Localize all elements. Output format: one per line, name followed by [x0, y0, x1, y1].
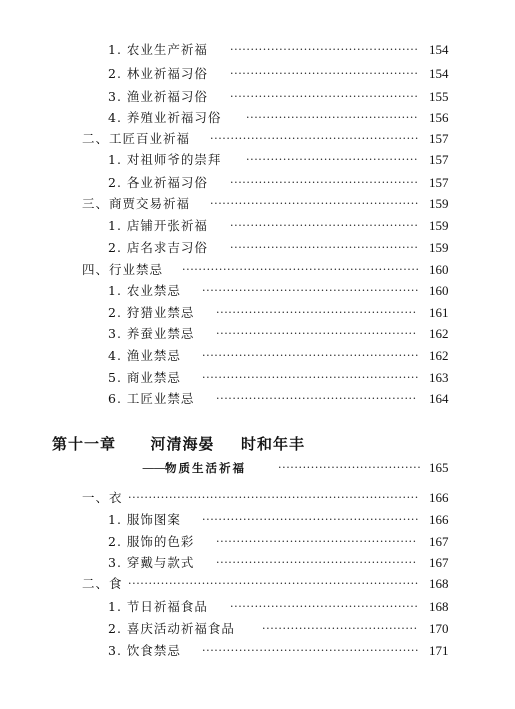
- leader-dots: ···················································: [210, 197, 419, 210]
- toc-entry-page: 160: [429, 283, 449, 298]
- toc-entry: [108, 553, 468, 573]
- toc-entry-page: 161: [429, 305, 449, 320]
- toc-entry-page: 162: [429, 348, 449, 363]
- toc-entry-label: 4. 养殖业祈福习俗: [108, 110, 222, 125]
- leader-dots: ··············································: [230, 43, 419, 56]
- toc-entry: [82, 194, 462, 214]
- toc-entry-page: 166: [429, 512, 449, 527]
- leader-dots: ·················································: [216, 556, 417, 569]
- toc-entry-label: 3. 穿戴与款式: [108, 555, 195, 570]
- chapter-title-part2: 时和年丰: [240, 435, 305, 453]
- toc-entry-page: 164: [429, 391, 449, 406]
- chapter-title-part1: 河清海晏: [150, 435, 215, 453]
- toc-entry-page: 157: [429, 175, 449, 190]
- leader-dots: ··········································: [246, 153, 419, 166]
- leader-dots: ··············································: [230, 176, 419, 189]
- toc-entry-page: 159: [429, 240, 449, 255]
- toc-entry-label: 5. 商业禁忌: [108, 370, 181, 385]
- toc-entry: [82, 488, 462, 508]
- toc-entry: [108, 510, 468, 530]
- toc-entry-label: 1. 店铺开张祈福: [108, 218, 208, 233]
- leader-dots: ···································: [278, 461, 422, 474]
- toc-entry-label: 1. 节日祈福食品: [108, 599, 208, 614]
- leader-dots: ·················································: [216, 306, 417, 319]
- toc-entry-label: 3. 养蚕业禁忌: [108, 326, 195, 341]
- toc-entry: [108, 324, 468, 344]
- leader-dots: ··············································: [230, 90, 419, 103]
- toc-entry-label: 2. 服饰的色彩: [108, 534, 195, 549]
- leader-dots: ·······································································: [128, 577, 419, 590]
- toc-entry-page: 157: [429, 131, 449, 146]
- toc-entry-label: 1. 对祖师爷的崇拜: [108, 152, 222, 167]
- toc-entry-label: 三、商贾交易祈福: [82, 196, 191, 211]
- toc-entry-label: 1. 服饰图案: [108, 512, 181, 527]
- toc-entry-page: 159: [429, 196, 449, 211]
- leader-dots: ··············································: [230, 241, 419, 254]
- toc-entry: [108, 64, 468, 84]
- leader-dots: ·······································································: [128, 491, 419, 504]
- toc-entry: [108, 216, 468, 236]
- leader-dots: ·················································: [216, 392, 417, 405]
- toc-entry: [108, 173, 468, 193]
- toc-entry-page: 160: [429, 262, 449, 277]
- toc-entry-page: 162: [429, 326, 449, 341]
- chapter-subtitle-page: 165: [429, 460, 449, 475]
- leader-dots: ··············································: [230, 67, 419, 80]
- subtitle-dash: ——: [142, 460, 165, 475]
- toc-entry-page: 168: [429, 599, 449, 614]
- toc-entry-page: 171: [429, 643, 449, 658]
- chapter-subtitle-entry: [142, 458, 472, 478]
- toc-entry: [82, 260, 462, 280]
- toc-entry: [82, 574, 462, 594]
- toc-entry-label: 6. 工匠业禁忌: [108, 391, 195, 406]
- toc-entry-page: 159: [429, 218, 449, 233]
- toc-entry: [82, 129, 462, 149]
- chapter-heading: [52, 432, 305, 456]
- toc-entry-page: 155: [429, 89, 449, 104]
- toc-entry: [108, 303, 468, 323]
- toc-entry: [108, 108, 468, 128]
- toc-entry-page: 157: [429, 152, 449, 167]
- toc-entry-page: 170: [429, 621, 449, 636]
- toc-entry: [108, 87, 468, 107]
- leader-dots: ·················································: [216, 327, 417, 340]
- toc-entry-label: 4. 渔业禁忌: [108, 348, 181, 363]
- toc-entry-page: 163: [429, 370, 449, 385]
- toc-entry-label: 一、衣: [82, 490, 123, 505]
- leader-dots: ·····················································: [202, 371, 420, 384]
- toc-entry-page: 167: [429, 534, 449, 549]
- toc-entry: [108, 641, 468, 661]
- leader-dots: ·················································: [216, 535, 417, 548]
- toc-entry-label: 1. 农业禁忌: [108, 283, 181, 298]
- toc-entry-page: 156: [429, 110, 449, 125]
- leader-dots: ·····················································: [202, 284, 420, 297]
- toc-entry-label: 四、行业禁忌: [82, 262, 164, 277]
- subtitle-text: 物质生活祈福: [165, 461, 246, 475]
- toc-entry-label: 二、食: [82, 576, 123, 591]
- toc-entry-label: 2. 喜庆活动祈福食品: [108, 621, 235, 636]
- toc-entry: [108, 150, 468, 170]
- toc-entry-page: 167: [429, 555, 449, 570]
- leader-dots: ·····················································: [202, 349, 420, 362]
- toc-entry-label: 2. 各业祈福习俗: [108, 175, 208, 190]
- toc-entry: [108, 532, 468, 552]
- leader-dots: ······································: [262, 622, 418, 635]
- toc-entry-label: 3. 饮食禁忌: [108, 643, 181, 658]
- leader-dots: ··························································: [182, 263, 420, 276]
- leader-dots: ··········································: [246, 111, 419, 124]
- toc-entry-page: 168: [429, 576, 449, 591]
- leader-dots: ···················································: [210, 132, 419, 145]
- toc-entry-label: 2. 林业祈福习俗: [108, 66, 208, 81]
- toc-entry-label: 3. 渔业祈福习俗: [108, 89, 208, 104]
- toc-entry: [108, 346, 468, 366]
- chapter-number: 第十一章: [52, 435, 117, 453]
- leader-dots: ··············································: [230, 600, 419, 613]
- toc-entry-page: 154: [429, 42, 449, 57]
- toc-entry: [108, 597, 468, 617]
- toc-entry-label: 二、工匠百业祈福: [82, 131, 191, 146]
- toc-entry-page: 154: [429, 66, 449, 81]
- toc-entry: [108, 389, 468, 409]
- toc-entry: [108, 619, 468, 639]
- toc-entry: [108, 281, 468, 301]
- toc-entry: [108, 40, 468, 60]
- toc-entry-label: 2. 店名求吉习俗: [108, 240, 208, 255]
- toc-entry-label: 1. 农业生产祈福: [108, 42, 208, 57]
- toc-entry-label: 2. 狩猎业禁忌: [108, 305, 195, 320]
- leader-dots: ··············································: [230, 219, 419, 232]
- chapter-subtitle: [142, 458, 246, 478]
- leader-dots: ·····················································: [202, 513, 420, 526]
- leader-dots: ·····················································: [202, 644, 420, 657]
- toc-entry: [108, 368, 468, 388]
- toc-entry: [108, 238, 468, 258]
- toc-entry-page: 166: [429, 490, 449, 505]
